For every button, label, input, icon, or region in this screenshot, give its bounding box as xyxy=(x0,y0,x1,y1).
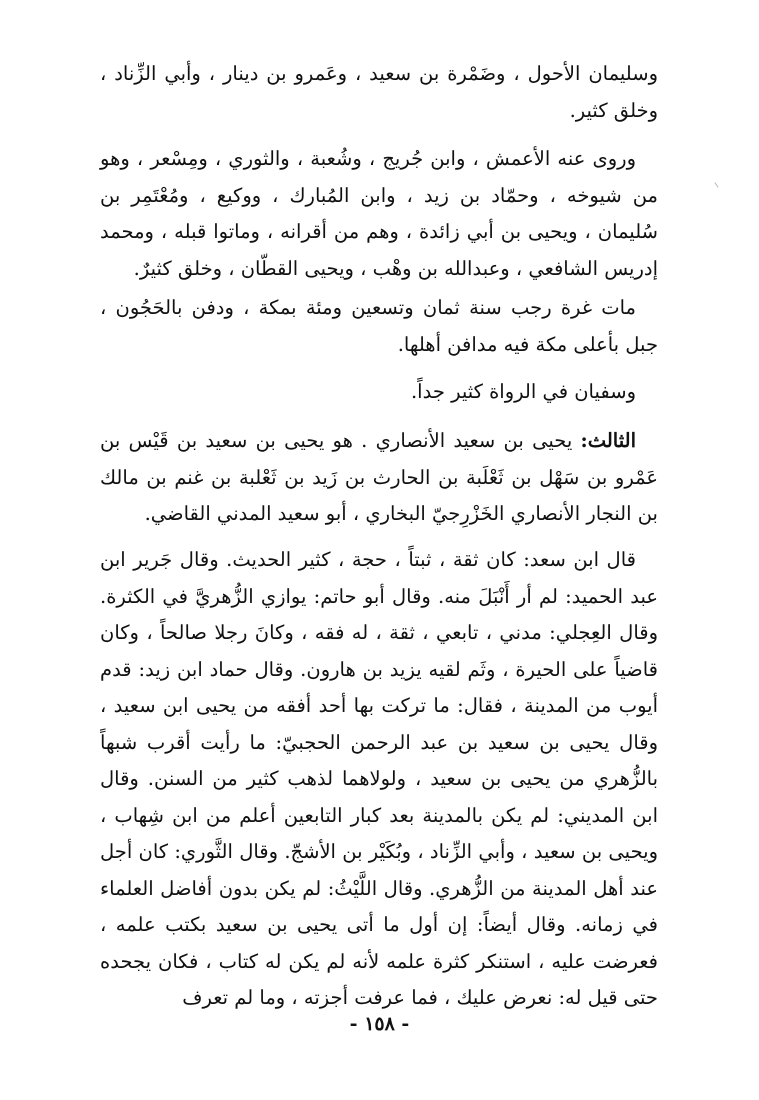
section-label-third: الثالث: xyxy=(580,429,636,452)
paragraph-death-text: مات غرة رجب سنة ثمان وتسعين ومئة بمكة ، ودفن بالحَجُون ، جبل بأعلى مكة فيه مدافن أهلها. xyxy=(100,296,658,356)
paragraph-scholar-opinions-text: قال ابن سعد: كان ثقة ، ثبتاً ، حجة ، كثير الحديث. وقال جَرير ابن عبد الحميد: لم أر أَنْبَلَ منه. وقال أبو حاتم: يوازي الزُّهريَّ في الكثرة. وقال العِجلي: مدني ، تابعي ، ثقة ، له فقه ، وكانَ رجلا صالحاً ، وكان قاضياً على الحيرة ، وثَم لقيه يزيد بن هارون. وقال حماد ابن زيد: قدم أيوب من المدينة ، فقال: ما تركت بها أحد أفقه من يحيى ابن سعيد ، وقال يحيى بن سعيد بن عبد الرحمن الحجبيّ: ما رأيت أقرب شبهاً بالزُّهري من يحيى بن سعيد ، ولولاهما لذهب كثير من السنن. وقال ابن المديني: لم يكن بالمدينة بعد كبار التابعين أعلم من ابن شِهاب ، ويحيى بن سعيد ، وأبي الزِّناد ، وبُكَيْر بن الأشجّ. وقال الثَّوري: كان أجل عند أهل المدينة من الزُّهري. وقال اللَّيْثُ: لم يكن بدون أفاضل العلماء في زمانه. وقال أيضاً: إن أول ما أتى يحيى بن سعيد بكتب علمه ، فعرضت عليه ، استنكر كثرة علمه لأنه لم يكن له كتاب ، فكان يجحده حتى قيل له: نعرض عليك ، فما عرفت أجزته ، وما لم تعرف xyxy=(100,548,658,1009)
page-number: - ١٥٨ - xyxy=(349,1013,410,1035)
paragraph-sufyan-note xyxy=(100,374,658,411)
paragraph-teachers xyxy=(100,56,658,129)
paragraph-third-narrator-text: يحيى بن سعيد الأنصاري . هو يحيى بن سعيد بن قَيْس بن عَمْرو بن سَهْل بن ثَعْلَبة بن الحارث بن زَيد بن ثَعْلبة بن غنم بن مالك بن النجار الأنصاري الخَزْرِجيّ البخاري ، أبو سعيد المدني القاضي. xyxy=(100,429,658,525)
paragraph-third-narrator-body xyxy=(100,423,658,533)
paragraph-students xyxy=(100,141,658,287)
paragraph-students-text: وروى عنه الأعمش ، وابن جُريج ، وشُعبة ، والثوري ، ومِسْعر ، وهو من شيوخه ، وحمّاد بن زيد ، وابن المُبارك ، ووكيع ، ومُعْتَمِر بن سُليمان ، ويحيى بن أبي زائدة ، وهم من أقرانه ، وماتوا قبله ، ومحمد إدريس الشافعي ، وعبدالله بن وهْب ، ويحيى القطّان ، وخلق كثيرٌ. xyxy=(100,147,658,280)
paragraph-sufyan-note-text: وسفيان في الرواة كثير جداً. xyxy=(410,380,636,403)
paragraph-death xyxy=(100,290,658,363)
paragraph-scholar-opinions xyxy=(100,542,658,1017)
paragraph-teachers-text: وسليمان الأحول ، وضَمْرة بن سعيد ، وعَمرو بن دينار ، وأبي الزِّناد ، وخلق كثير. xyxy=(100,62,658,122)
stray-mark xyxy=(714,182,718,187)
paragraph-third-narrator xyxy=(100,423,658,533)
